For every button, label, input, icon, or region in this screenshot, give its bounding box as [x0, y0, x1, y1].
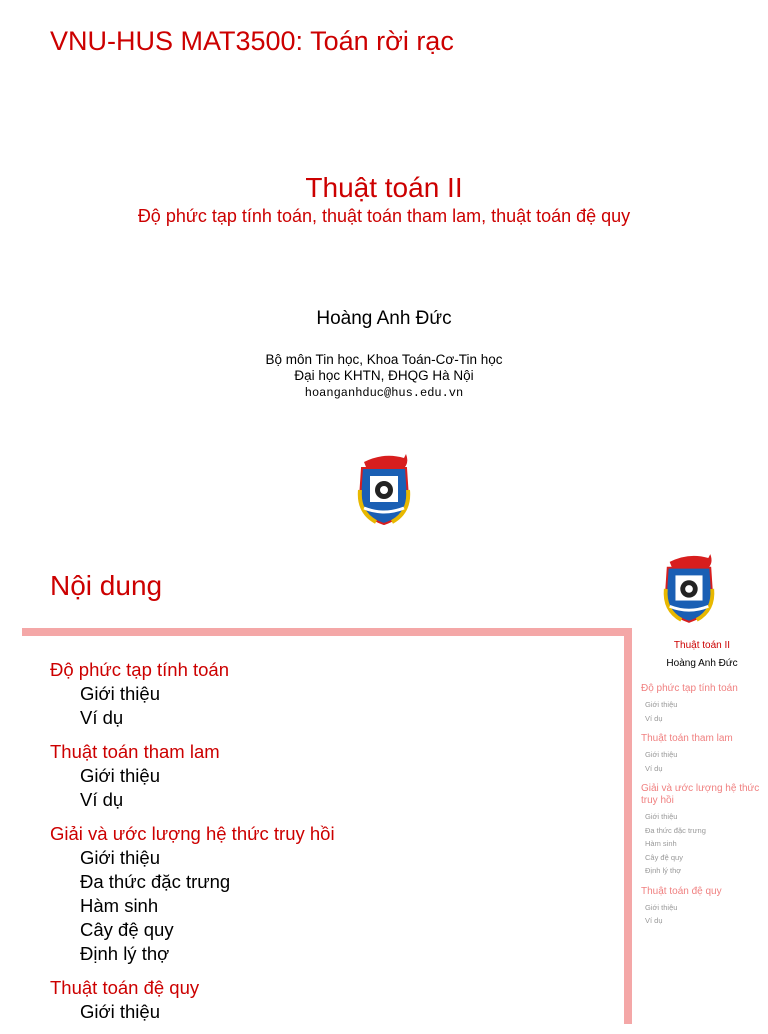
sidebar-subsection[interactable]: Hàm sinh: [645, 839, 677, 848]
sidebar-subsection[interactable]: Giới thiệu: [645, 812, 678, 821]
sidebar-section-title[interactable]: Giải và ước lượng hệ thức truy hồi: [641, 783, 760, 806]
toc-subsection[interactable]: Giới thiệu: [80, 765, 160, 786]
outline-heading: Nội dung: [50, 570, 163, 601]
toc-subsection[interactable]: Giới thiệu: [80, 1001, 160, 1022]
sidebar-subsection[interactable]: Ví dụ: [645, 763, 663, 773]
frame-border-right: [624, 628, 632, 1024]
author-name: Hoàng Anh Đức: [316, 308, 452, 329]
toc-subsection[interactable]: Cây đệ quy: [80, 919, 174, 940]
toc-section-title[interactable]: Giải và ước lượng hệ thức truy hồi: [50, 823, 335, 844]
sidebar-author: Hoàng Anh Đức: [666, 658, 738, 669]
toc-subsection[interactable]: Ví dụ: [80, 789, 124, 810]
sidebar-subsection[interactable]: Ví dụ: [645, 916, 663, 925]
sidebar-section-title[interactable]: Thuật toán tham lam: [641, 733, 733, 744]
outline-slide: [0, 540, 768, 1024]
toc-subsection[interactable]: Đa thức đặc trưng: [80, 871, 231, 892]
sidebar-subsection[interactable]: Giới thiệu: [645, 700, 678, 709]
toc-subsection[interactable]: Giới thiệu: [80, 683, 160, 704]
toc-subsection[interactable]: Hàm sinh: [80, 895, 159, 916]
affiliation-line-2: Đại học KHTN, ĐHQG Hà Nội: [294, 368, 474, 383]
sidebar-section[interactable]: [636, 733, 768, 775]
sidebar-subsection[interactable]: Định lý thợ: [645, 866, 682, 875]
toc-subsection[interactable]: Ví dụ: [80, 707, 124, 728]
sidebar-subsection[interactable]: Đa thức đặc trưng: [645, 825, 706, 835]
table-of-contents: [50, 658, 610, 1034]
sidebar-subsection[interactable]: Cây đệ quy: [645, 852, 683, 862]
toc-subsection[interactable]: Định lý thợ: [80, 943, 170, 964]
affiliation-line-1: Bộ môn Tin học, Khoa Toán-Cơ-Tin học: [265, 352, 503, 367]
toc-section[interactable]: [50, 822, 610, 966]
sidebar-subsection[interactable]: Giới thiệu: [645, 902, 678, 912]
sidebar-subsection[interactable]: Giới thiệu: [645, 750, 678, 759]
presentation-title: Thuật toán II: [305, 172, 463, 203]
toc-section[interactable]: [50, 976, 610, 1024]
toc-subsection[interactable]: Giới thiệu: [80, 847, 160, 868]
sidebar-section-title[interactable]: Thuật toán đệ quy: [641, 885, 722, 897]
frame-border-top: [22, 628, 632, 636]
navigation-sidebar: [636, 640, 768, 936]
course-title: VNU-HUS MAT3500: Toán rời rạc: [50, 26, 454, 56]
university-logo-icon: [354, 450, 414, 526]
university-logo-icon: [660, 548, 718, 626]
author-email: hoanganhduc@hus.edu.vn: [304, 386, 464, 400]
toc-section-title[interactable]: Thuật toán tham lam: [50, 741, 220, 762]
toc-section-title[interactable]: Độ phức tạp tính toán: [50, 659, 230, 680]
sidebar-section-title[interactable]: Độ phức tạp tính toán: [641, 683, 738, 694]
toc-section[interactable]: [50, 658, 610, 730]
presentation-subtitle: Độ phức tạp tính toán, thuật toán tham lam, thuật toán đệ quy: [137, 206, 631, 226]
sidebar-title[interactable]: Thuật toán II: [673, 640, 731, 651]
sidebar-subsection[interactable]: Ví dụ: [645, 713, 663, 723]
sidebar-section[interactable]: [636, 886, 768, 928]
toc-section[interactable]: [50, 740, 610, 812]
sidebar-section[interactable]: [636, 783, 768, 878]
toc-section-title[interactable]: Thuật toán đệ quy: [50, 977, 200, 998]
sidebar-section[interactable]: [636, 683, 768, 725]
affiliation: [0, 352, 768, 384]
